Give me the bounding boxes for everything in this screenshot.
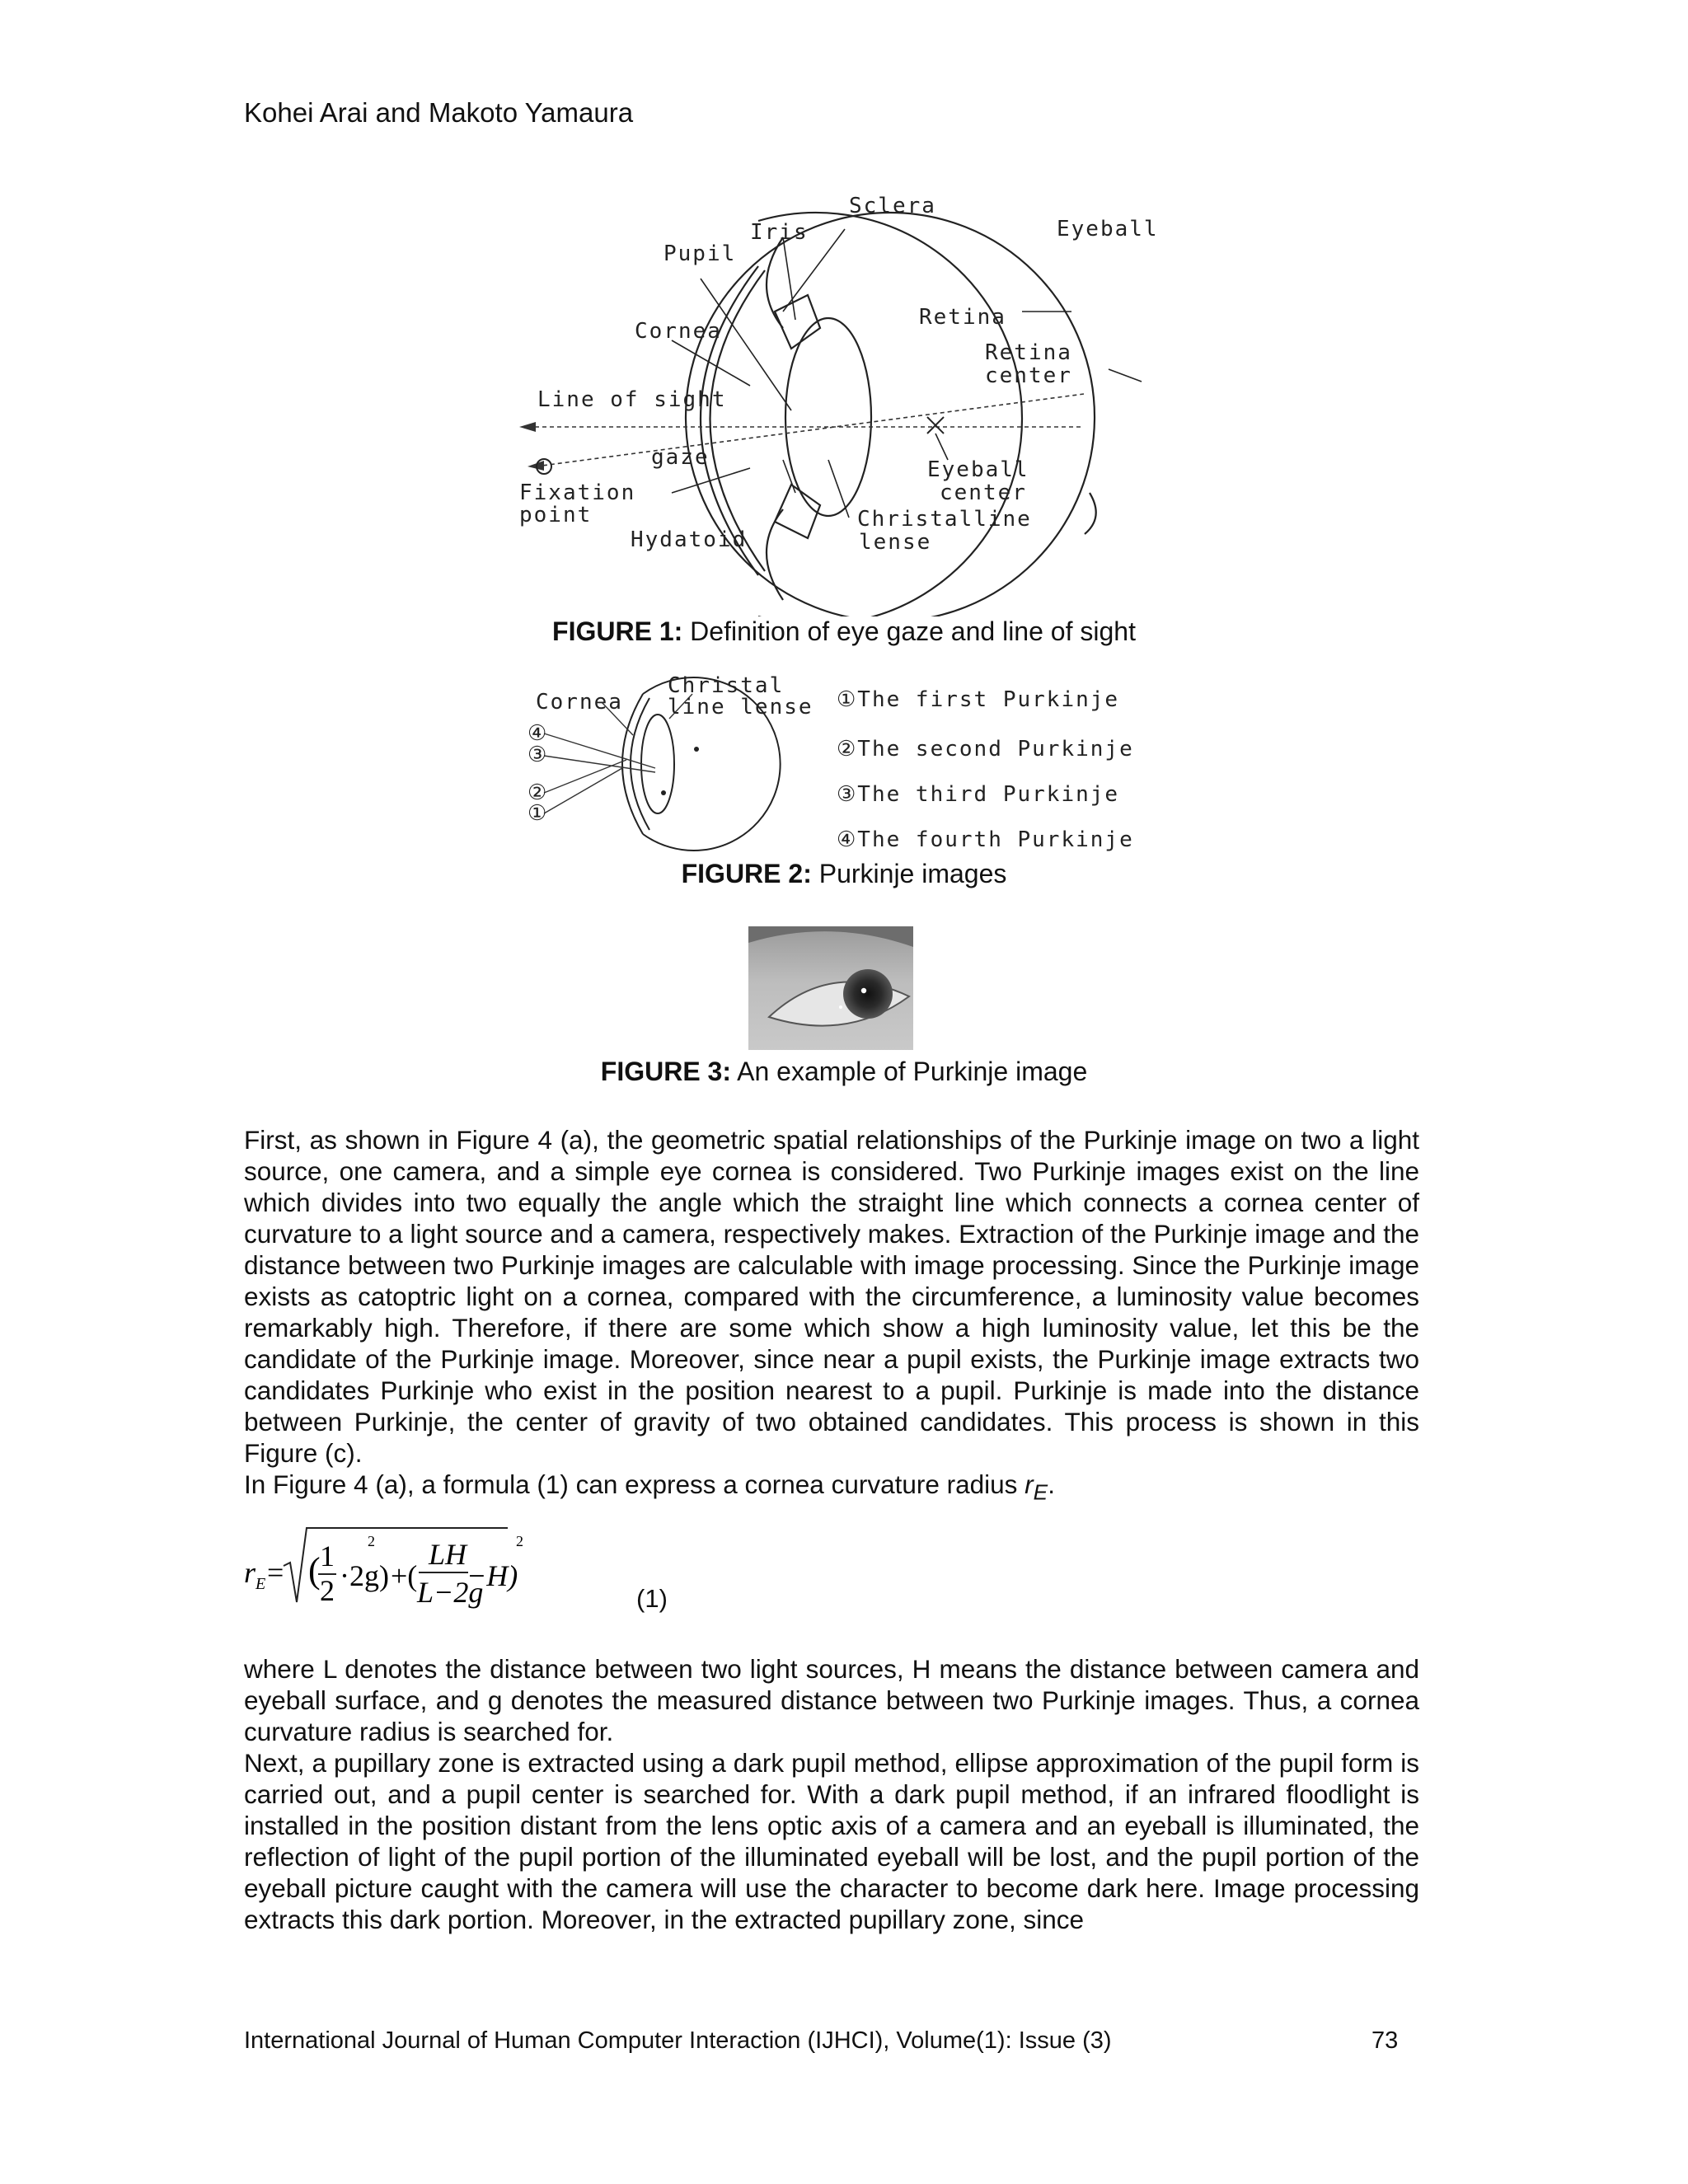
svg-text:L−2g: L−2g (417, 1576, 484, 1609)
label-hydatoid: Hydatoid (631, 527, 748, 552)
label-iris: Iris (750, 220, 809, 245)
label-lens-1: Christalline (857, 507, 1032, 532)
fig2-legend-2: ②The second Purkinje (837, 737, 1134, 762)
svg-text:·2g: ·2g (340, 1559, 379, 1592)
label-fixation-1: Fixation (519, 480, 636, 505)
svg-text:LH: LH (429, 1538, 467, 1571)
formula-1 (244, 1516, 673, 1615)
label-eyeball-center-1: Eyeball (927, 457, 1029, 482)
figure-3-caption-label: FIGURE 3: (600, 1057, 731, 1086)
svg-text:1: 1 (320, 1540, 335, 1572)
figure-2-caption-label: FIGURE 2: (681, 859, 812, 888)
svg-text:2: 2 (320, 1574, 335, 1607)
eyeball-outline (758, 213, 1022, 616)
purkinje-reflection-marker (861, 988, 866, 993)
fig2-legend-3: ③The third Purkinje (837, 782, 1120, 807)
figure-1-caption-label: FIGURE 1: (552, 616, 683, 646)
journal-footer: International Journal of Human Computer Interaction (IJHCI), Volume(1): Issue (3) (244, 2027, 1112, 2054)
fig2-label-n1: ① (528, 801, 549, 826)
figure-2-caption (0, 859, 1688, 889)
eyeball-circle (686, 213, 1095, 616)
body-paragraphs-top (244, 1124, 1419, 1507)
fig2-label-lens-1: Christal (668, 673, 785, 698)
label-cornea: Cornea (635, 319, 722, 344)
label-eyeball-center-2: center (940, 480, 1027, 505)
formula-svg (244, 1516, 673, 1615)
label-retina-center-2: center (985, 363, 1072, 388)
svg-text:(: ( (308, 1550, 321, 1591)
svg-text:=: = (267, 1556, 284, 1589)
lens-shape (785, 318, 871, 516)
svg-text:2: 2 (368, 1533, 375, 1549)
figure-2-caption-text: Purkinje images (811, 859, 1007, 888)
fig2-legend-4: ④The fourth Purkinje (837, 827, 1134, 852)
label-retina: Retina (919, 305, 1006, 330)
label-lens-2: lense (859, 530, 932, 555)
fig2-label-n4: ④ (528, 721, 549, 746)
paragraph-2: In Figure 4 (a), a formula (1) can express a cornea curvature radius $r_E$. (244, 1469, 1055, 1505)
paragraph-3: where L denotes the distance between two light sources, H means the distance between camera and eyeball surface, and g denotes the measured distance between two Purkinje images. Thus, a cornea curvature radius is searched for. (244, 1654, 1419, 1746)
eye-photo (748, 926, 913, 1050)
figure-3-caption-text: An example of Purkinje image (731, 1057, 1088, 1086)
label-retina-center-1: Retina (985, 340, 1072, 365)
fig2-label-lens-2: line lense (668, 695, 814, 719)
purkinje-diagram (519, 669, 1170, 859)
eye-anatomy-diagram (503, 188, 1179, 616)
fig2-label-cornea: Cornea (536, 690, 623, 715)
label-eyeball: Eyeball (1057, 217, 1159, 241)
label-gaze: gaze (651, 445, 710, 470)
svg-text:r: r (244, 1556, 256, 1589)
running-header: Kohei Arai and Makoto Yamaura (244, 97, 634, 128)
label-sclera: Sclera (849, 194, 936, 218)
svg-text:2: 2 (516, 1533, 523, 1549)
label-fixation-2: point (519, 503, 593, 527)
label-pupil: Pupil (663, 241, 737, 266)
paragraph-4: Next, a pupillary zone is extracted using a dark pupil method, ellipse approximation of the pupil form is carried out, and a pupil center is searched for. With a dark pupil method, if an infrared floodlight is installed in the position distant from the lens optic axis of a camera and an eyeball is illuminated, the reflection of light of the pupil portion of the illuminated eyeball will be lost, and the pupil portion of the eyeball picture caught with the camera will use the character to become dark here. Image processing extracts this dark portion. Moreover, in the extracted pupillary zone, since (244, 1748, 1419, 1934)
svg-text:+(: +( (391, 1559, 418, 1592)
paragraph-1: First, as shown in Figure 4 (a), the geometric spatial relationships of the Purkinje image on two a light source, one camera, and a simple eye cornea is considered. Two Purkinje images exist on the line which divides into two equally the angle which the straight line which connects a cornea center of curvature to a light source and a camera, respectively makes. Extraction of the Purkinje image and the distance between two Purkinje images are calculable with image processing. Since the Purkinje image exists as catoptric light on a cornea, compared with the circumference, a luminosity value becomes remarkably high. Therefore, if there are some which show a high luminosity value, let this be the candidate of the Purkinje image. Moreover, since near a pupil exists, the Purkinje image extracts two candidates Purkinje who exist in the position nearest to a pupil. Purkinje is made into the distance between Purkinje, the center of gravity of two obtained candidates. This process is shown in this Figure (c). (244, 1125, 1419, 1468)
svg-text:E: E (256, 1575, 266, 1593)
svg-text:): ) (379, 1559, 389, 1592)
page-number: 73 (1372, 2027, 1399, 2054)
figure-1-caption (0, 616, 1688, 647)
body-paragraphs-bottom (244, 1653, 1419, 1935)
label-line-of-sight: Line of sight (537, 387, 727, 412)
equation-number: (1) (636, 1584, 668, 1613)
fig2-label-n3: ③ (528, 743, 549, 767)
fig2-label-n2: ② (528, 780, 549, 805)
svg-text:−H): −H) (467, 1559, 518, 1592)
fig2-legend-1: ①The first Purkinje (837, 687, 1120, 712)
figure-1-caption-text: Definition of eye gaze and line of sight (682, 616, 1136, 646)
figure-3-caption (0, 1057, 1688, 1087)
